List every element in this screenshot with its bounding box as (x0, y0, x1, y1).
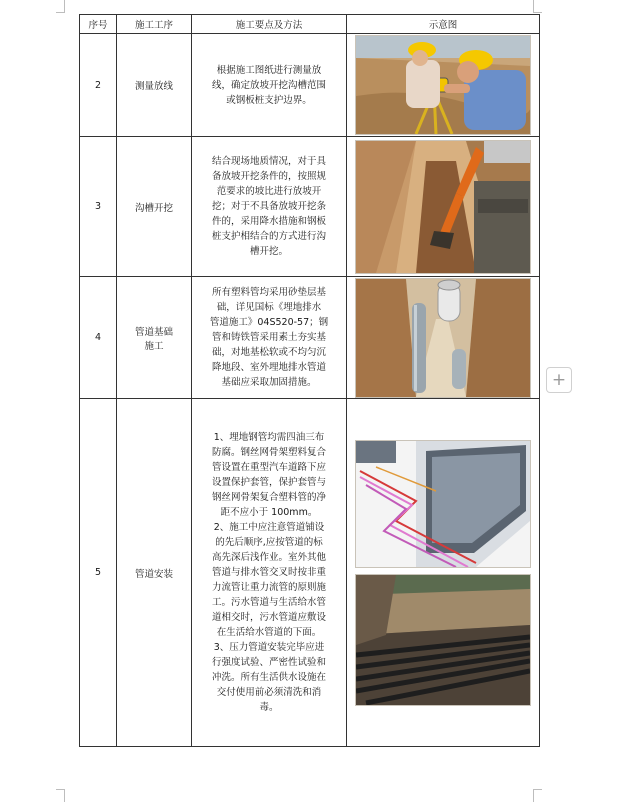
construction-process-table (79, 14, 540, 747)
pipe-sand-bed-photo (355, 278, 531, 398)
table-row (80, 34, 540, 137)
row-step (117, 277, 192, 399)
row-step-line: 施工 (144, 340, 164, 352)
table-row (80, 399, 540, 747)
row-method: 所有塑料管均采用砂垫层基 础，详见国标《埋地排水 管道施工》04S520-57；钢 管和铸铁管采用素土夯实基 础，对地基松软或不均匀沉 降地段、室外埋地排水管道 基础应采取加固措施。 (192, 277, 347, 399)
table-header-row (80, 15, 540, 34)
page-corner-mark (533, 789, 542, 802)
row-seq: 2 (80, 34, 117, 137)
pipe-routing-3d-diagram (355, 440, 531, 568)
pipes-in-trench-photo (355, 574, 531, 706)
add-button[interactable] (546, 367, 572, 393)
table-row (80, 137, 540, 277)
table-row (80, 277, 540, 399)
row-seq: 5 (80, 399, 117, 747)
row-method: 1、埋地钢管均需四油三布 防腐。钢丝网骨架塑料复合 管设置在重型汽车道路下应 设置保护套管，保护套管与 钢丝网骨架复合塑料管的净 距不应小于 100mm。 2、施工中应注意管道铺设 的先后顺序,应按管道的标 高先深后浅作业。室外其他 管道与排水管交叉时按非重 力流管让重力流管的原则施 工。污水管道与生活给水管 道相交时，污水管道应敷设 在生活给水管道的下面。 3、压力管道安装完毕应进 行强度试验、严密性试验和 冲洗。所有生活供水设施在 交付使用前必须清洗和消 毒。 (192, 399, 347, 747)
row-diagram-cell (347, 137, 540, 277)
excavator-trench-photo (355, 140, 531, 274)
row-step: 管道安装 (117, 399, 192, 747)
row-method: 根据施工图纸进行测量放 线，确定放坡开挖沟槽范围 或钢板桩支护边界。 (192, 34, 347, 137)
row-seq: 3 (80, 137, 117, 277)
page-corner-mark (533, 0, 542, 13)
row-method: 结合现场地质情况，对于具 备放坡开挖条件的，按照规 范要求的坡比进行放坡开 挖；对于不具备放坡开挖条 件的，采用降水措施和钢板 桩支护相结合的方式进行沟 槽开挖。 (192, 137, 347, 277)
header-diagram: 示意图 (347, 15, 540, 34)
page-corner-mark (56, 0, 65, 13)
row-step: 沟槽开挖 (117, 137, 192, 277)
header-seq: 序号 (80, 15, 117, 34)
row-diagram-cell (347, 399, 540, 747)
page-corner-mark (56, 789, 65, 802)
row-seq: 4 (80, 277, 117, 399)
row-diagram-cell (347, 34, 540, 137)
plus-icon: + (551, 369, 567, 390)
row-diagram-cell (347, 277, 540, 399)
surveyors-with-level-photo (355, 35, 531, 135)
row-step-line: 管道基础 (134, 326, 173, 338)
row-step: 测量放线 (117, 34, 192, 137)
header-step: 施工工序 (117, 15, 192, 34)
header-method: 施工要点及方法 (192, 15, 347, 34)
